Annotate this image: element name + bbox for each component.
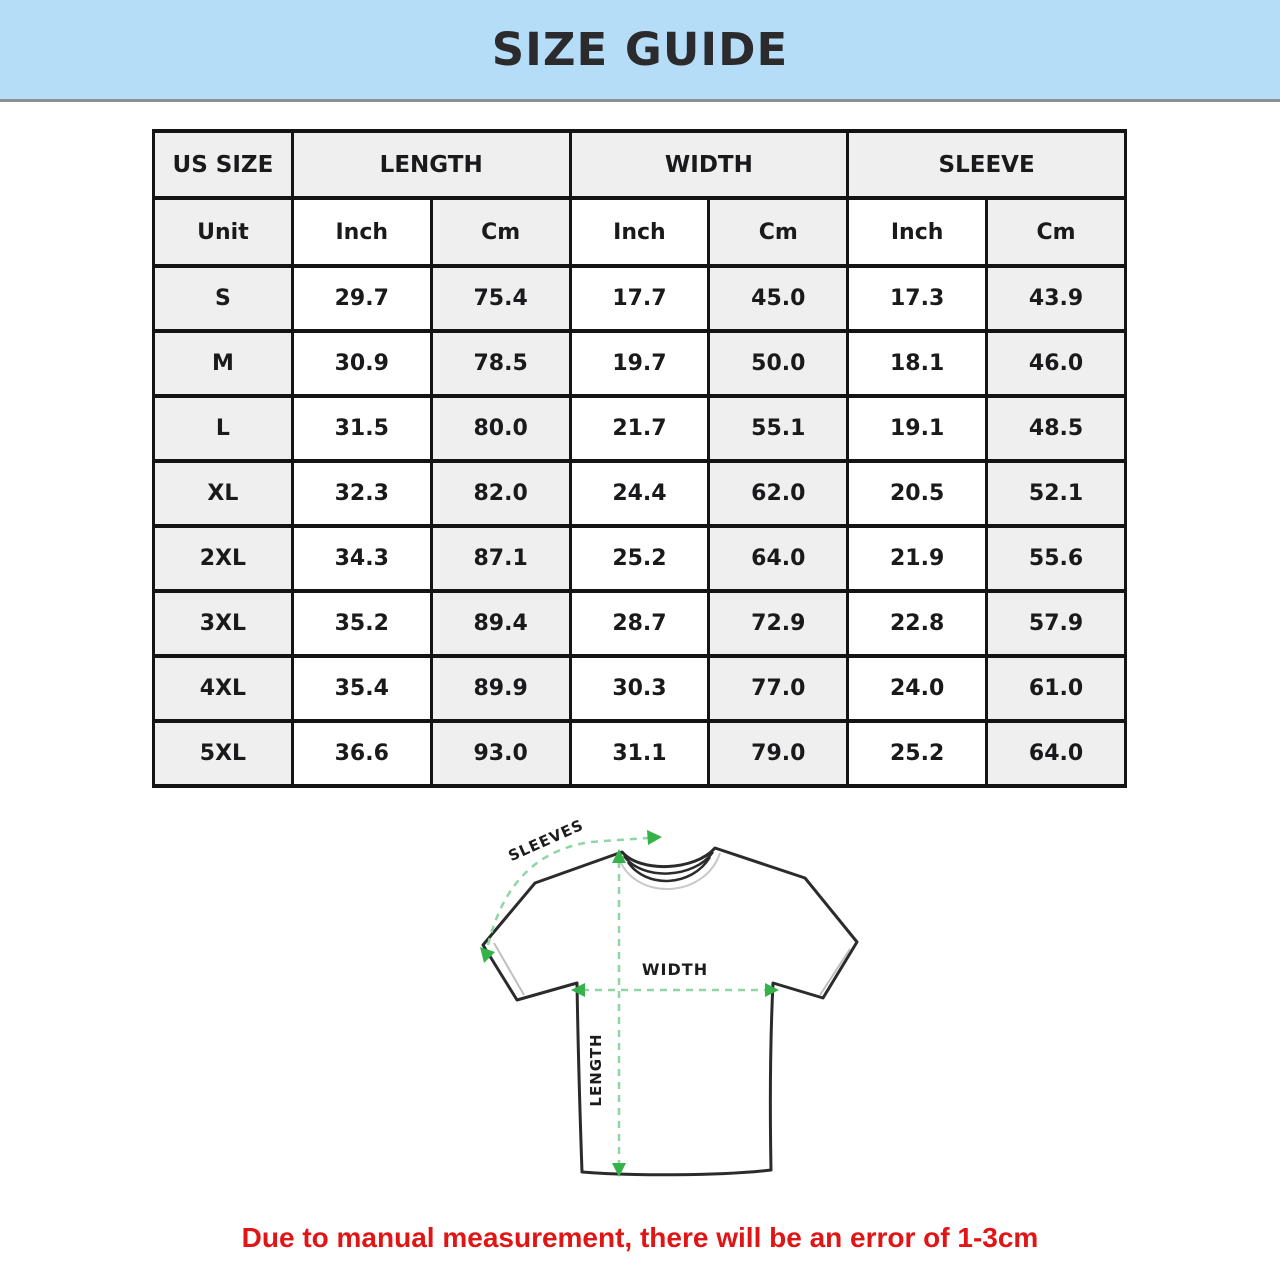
value-cell: 22.8	[848, 591, 987, 656]
table-group-header-row	[154, 131, 1126, 198]
value-cell: 36.6	[292, 721, 431, 786]
tshirt-measurement-diagram	[470, 805, 870, 1205]
tshirt-outline	[483, 848, 857, 1175]
col-header-us-size: US SIZE	[154, 131, 293, 198]
value-cell: 24.0	[848, 656, 987, 721]
unit-cell-inch: Inch	[848, 198, 987, 266]
table-row	[154, 526, 1126, 591]
value-cell: 30.9	[292, 331, 431, 396]
size-cell: 2XL	[154, 526, 293, 591]
value-cell: 87.1	[431, 526, 570, 591]
value-cell: 20.5	[848, 461, 987, 526]
value-cell: 55.1	[709, 396, 848, 461]
value-cell: 24.4	[570, 461, 709, 526]
value-cell: 64.0	[987, 721, 1126, 786]
value-cell: 48.5	[987, 396, 1126, 461]
value-cell: 31.5	[292, 396, 431, 461]
page-title: SIZE GUIDE	[491, 23, 789, 76]
value-cell: 18.1	[848, 331, 987, 396]
value-cell: 17.3	[848, 266, 987, 331]
col-header-sleeve: SLEEVE	[848, 131, 1126, 198]
size-cell: XL	[154, 461, 293, 526]
size-cell: 3XL	[154, 591, 293, 656]
unit-cell: Unit	[154, 198, 293, 266]
sleeves-label: SLEEVES	[505, 815, 587, 866]
tshirt-diagram-svg	[470, 805, 870, 1205]
value-cell: 55.6	[987, 526, 1126, 591]
value-cell: 78.5	[431, 331, 570, 396]
value-cell: 21.9	[848, 526, 987, 591]
col-header-length: LENGTH	[292, 131, 570, 198]
table-row	[154, 591, 1126, 656]
value-cell: 57.9	[987, 591, 1126, 656]
value-cell: 75.4	[431, 266, 570, 331]
table-row	[154, 331, 1126, 396]
value-cell: 72.9	[709, 591, 848, 656]
value-cell: 19.1	[848, 396, 987, 461]
unit-cell-cm: Cm	[431, 198, 570, 266]
unit-cell-cm: Cm	[709, 198, 848, 266]
table-row	[154, 721, 1126, 786]
measurement-note: Due to manual measurement, there will be an error of 1-3cm	[241, 1222, 1039, 1253]
size-cell: L	[154, 396, 293, 461]
value-cell: 82.0	[431, 461, 570, 526]
value-cell: 35.2	[292, 591, 431, 656]
value-cell: 80.0	[431, 396, 570, 461]
value-cell: 52.1	[987, 461, 1126, 526]
value-cell: 89.4	[431, 591, 570, 656]
table-row	[154, 461, 1126, 526]
value-cell: 30.3	[570, 656, 709, 721]
unit-cell-cm: Cm	[987, 198, 1126, 266]
value-cell: 25.2	[848, 721, 987, 786]
value-cell: 45.0	[709, 266, 848, 331]
table-row	[154, 266, 1126, 331]
value-cell: 31.1	[570, 721, 709, 786]
value-cell: 32.3	[292, 461, 431, 526]
table-unit-row	[154, 198, 1126, 266]
size-cell: 5XL	[154, 721, 293, 786]
table-row	[154, 656, 1126, 721]
value-cell: 34.3	[292, 526, 431, 591]
value-cell: 43.9	[987, 266, 1126, 331]
value-cell: 29.7	[292, 266, 431, 331]
length-label: LENGTH	[587, 1033, 605, 1107]
value-cell: 21.7	[570, 396, 709, 461]
value-cell: 61.0	[987, 656, 1126, 721]
unit-cell-inch: Inch	[292, 198, 431, 266]
sleeves-arrowhead-end	[647, 830, 662, 845]
value-cell: 77.0	[709, 656, 848, 721]
size-cell: S	[154, 266, 293, 331]
value-cell: 50.0	[709, 331, 848, 396]
value-cell: 93.0	[431, 721, 570, 786]
col-header-width: WIDTH	[570, 131, 848, 198]
value-cell: 25.2	[570, 526, 709, 591]
size-cell: M	[154, 331, 293, 396]
table-row	[154, 396, 1126, 461]
value-cell: 79.0	[709, 721, 848, 786]
value-cell: 35.4	[292, 656, 431, 721]
size-cell: 4XL	[154, 656, 293, 721]
value-cell: 28.7	[570, 591, 709, 656]
unit-cell-inch: Inch	[570, 198, 709, 266]
value-cell: 62.0	[709, 461, 848, 526]
value-cell: 89.9	[431, 656, 570, 721]
size-table	[152, 129, 1127, 788]
width-label: WIDTH	[641, 960, 709, 979]
value-cell: 19.7	[570, 331, 709, 396]
banner	[0, 0, 1280, 102]
value-cell: 46.0	[987, 331, 1126, 396]
value-cell: 17.7	[570, 266, 709, 331]
value-cell: 64.0	[709, 526, 848, 591]
